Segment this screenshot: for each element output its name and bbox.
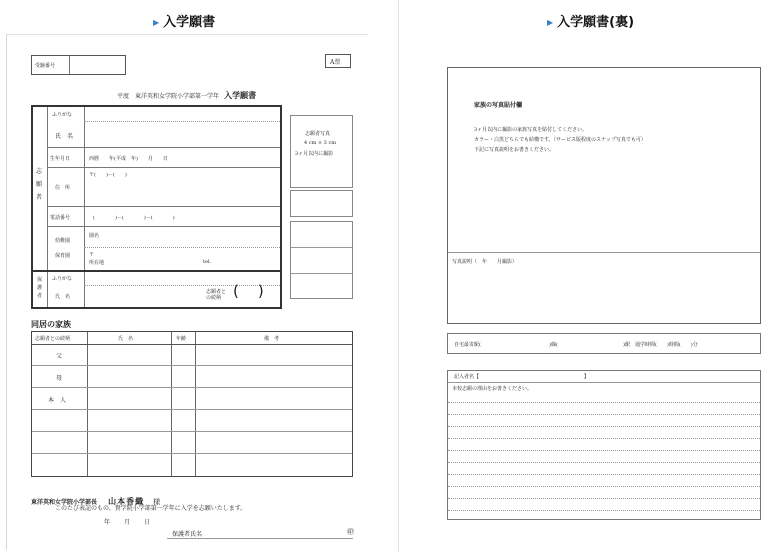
front-heading-label: 入学願書: [163, 15, 216, 30]
birth-label: 生年月日: [50, 156, 71, 162]
address-label: 住 所: [55, 185, 71, 191]
line-label: )線(: [549, 342, 558, 348]
applicant-photo-box: [290, 115, 353, 188]
signature-label: 保護者氏名: [172, 531, 203, 538]
signature-line: [167, 538, 353, 539]
back-heading-label: 入学願書(裏): [557, 15, 635, 30]
time-label: )駅 通学時間( )時間( )分: [623, 342, 698, 348]
front-heading: [153, 11, 215, 30]
form-title-main: 入学願書: [224, 90, 257, 100]
phone-value: ( )－( )－( ): [93, 215, 175, 221]
family-heading: 同居の家族: [31, 319, 71, 329]
birth-value: 西暦 年(平成 年) 月 日: [89, 156, 168, 162]
honorific: 様: [153, 498, 161, 506]
side-box-top: [290, 190, 353, 217]
family-header-age: 年齢: [176, 336, 187, 342]
nursery-label: 保育園: [55, 253, 71, 259]
triangle-bullet-icon: ▶: [153, 18, 160, 27]
commute-box: [447, 333, 761, 354]
exam-number-box: [31, 55, 126, 75]
address-value: 〒( )－( ): [89, 172, 127, 178]
photo-note: 3ヶ月以内に撮影: [295, 151, 334, 157]
name-label: 氏 名: [55, 133, 74, 140]
kg-post-label: 〒: [89, 252, 95, 258]
photo-section-title: 家族の写真貼付欄: [474, 102, 523, 109]
panel-divider: [398, 0, 399, 552]
exam-number-label: 受験番号: [35, 63, 56, 69]
reason-prompt: 本校志願の理由をお書きください。: [452, 386, 533, 392]
form-title: [117, 83, 256, 102]
reason-box: [447, 370, 761, 520]
family-photo-area: [447, 67, 761, 324]
furigana-label: ふりがな: [52, 112, 73, 118]
relation-bracket: ( ): [233, 282, 264, 300]
photo-size: 4 cm × 3 cm: [304, 140, 336, 146]
kg-location-label: 所在地: [89, 260, 105, 266]
family-header-relation: 志願者との続柄: [35, 336, 71, 342]
instruction-line: カラー・白黒どちらでも結構です。（サービス版程度のスナップ写真でも可）: [474, 137, 646, 143]
a-form-badge: A票: [325, 54, 351, 68]
relation-label: 志願者との続柄: [206, 289, 227, 301]
instruction-line: 3ヶ月以内に撮影の家族写真を貼付してください。: [474, 127, 588, 133]
seal-mark: ㊞: [347, 528, 354, 536]
photo-title: 志願者写真: [305, 131, 331, 137]
principal-name: 山本香織: [108, 496, 145, 506]
family-header-notes: 備 考: [264, 336, 280, 342]
guardian-side-label: 保 護 者: [37, 277, 43, 299]
front-sheet: [6, 34, 368, 550]
family-table: [31, 331, 353, 477]
side-box-stack: [290, 221, 353, 299]
addressee: 東洋英和女学院小学部長: [31, 499, 98, 506]
family-header-name: 氏 名: [118, 336, 134, 342]
kindergarten-label: 幼稚園: [55, 238, 71, 244]
station-label: 自宅最寄駅(: [454, 342, 481, 348]
family-row-relation: 本 人: [48, 397, 67, 404]
writer-label: 記入者名【: [454, 374, 480, 380]
family-row-relation: 父: [56, 353, 63, 360]
phone-label: 電話番号: [50, 215, 71, 221]
statement: このたび表記のもの、貴学院小学部第一学年に入学を志願いたします。: [55, 505, 247, 512]
back-heading: [547, 11, 634, 30]
family-row-relation: 母: [56, 375, 63, 382]
form-title-prefix: 平度 東洋英和女学院小学部第一学年: [117, 93, 220, 100]
kg-tel-label: tel.: [203, 259, 212, 265]
writer-close: 】: [584, 374, 590, 380]
photo-caption-label: 写真説明（ 年 月撮影）: [452, 259, 518, 265]
guardian-furigana-label: ふりがな: [52, 276, 73, 282]
applicant-table: [31, 105, 282, 309]
instruction-line: 下記に写真説明をお書きください。: [474, 147, 555, 153]
kg-name-label: 園名: [89, 233, 100, 239]
applicant-side-label: 志 願 者: [36, 168, 43, 201]
triangle-bullet-icon: ▶: [547, 18, 554, 27]
guardian-name-label: 氏 名: [55, 294, 71, 300]
date-line: 年 月 日: [104, 519, 155, 526]
